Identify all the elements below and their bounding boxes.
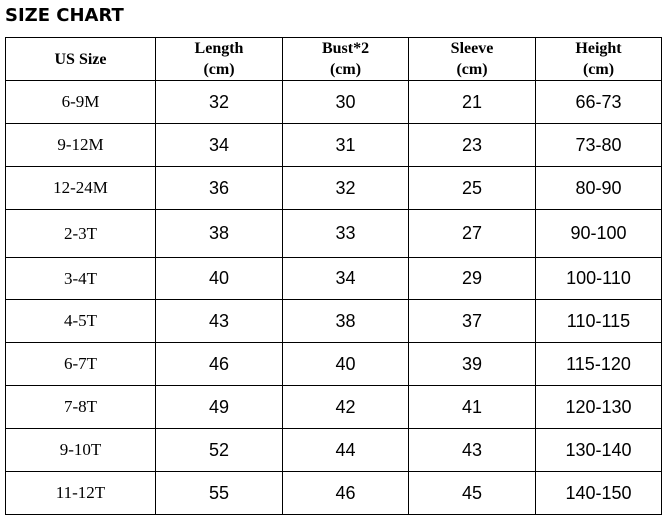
size-cell: 7-8T	[6, 386, 156, 429]
length-cell: 38	[156, 210, 283, 258]
bust-cell: 33	[283, 210, 409, 258]
sleeve-cell: 41	[409, 386, 536, 429]
table-row	[6, 429, 662, 472]
size-cell: 3-4T	[6, 258, 156, 300]
length-cell: 52	[156, 429, 283, 472]
header-unit: (cm)	[329, 61, 362, 78]
sleeve-cell: 21	[409, 81, 536, 124]
table-row	[6, 167, 662, 210]
bust-cell: 31	[283, 124, 409, 167]
page-title: SIZE CHART	[5, 5, 124, 26]
table-row	[6, 210, 662, 258]
height-cell: 80-90	[536, 167, 662, 210]
table-row	[6, 81, 662, 124]
sleeve-cell: 43	[409, 429, 536, 472]
header-label: Sleeve	[450, 40, 494, 57]
size-cell: 9-12M	[6, 124, 156, 167]
header-unit: (cm)	[582, 61, 615, 78]
table-row	[6, 258, 662, 300]
height-cell: 130-140	[536, 429, 662, 472]
bust-cell: 32	[283, 167, 409, 210]
height-cell: 115-120	[536, 343, 662, 386]
length-cell: 49	[156, 386, 283, 429]
height-cell: 110-115	[536, 300, 662, 343]
header-unit: (cm)	[456, 61, 488, 78]
table-row	[6, 300, 662, 343]
header-bust	[283, 38, 409, 81]
height-cell: 100-110	[536, 258, 662, 300]
header-unit: (cm)	[203, 61, 235, 78]
bust-cell: 42	[283, 386, 409, 429]
sleeve-cell: 37	[409, 300, 536, 343]
length-cell: 46	[156, 343, 283, 386]
size-cell: 6-9M	[6, 81, 156, 124]
header-us-size	[6, 38, 156, 81]
bust-cell: 38	[283, 300, 409, 343]
height-cell: 120-130	[536, 386, 662, 429]
sleeve-cell: 27	[409, 210, 536, 258]
table-row	[6, 472, 662, 515]
size-chart-table	[5, 37, 662, 515]
size-cell: 6-7T	[6, 343, 156, 386]
bust-cell: 44	[283, 429, 409, 472]
sleeve-cell: 45	[409, 472, 536, 515]
sleeve-cell: 39	[409, 343, 536, 386]
bust-cell: 46	[283, 472, 409, 515]
bust-cell: 40	[283, 343, 409, 386]
height-cell: 90-100	[536, 210, 662, 258]
height-cell: 73-80	[536, 124, 662, 167]
header-label: Length	[194, 40, 244, 57]
table-row	[6, 343, 662, 386]
size-cell: 12-24M	[6, 167, 156, 210]
header-row	[6, 38, 662, 81]
header-length	[156, 38, 283, 81]
header-label: Bust*2	[321, 40, 370, 57]
table-row	[6, 124, 662, 167]
size-cell: 2-3T	[6, 210, 156, 258]
height-cell: 66-73	[536, 81, 662, 124]
length-cell: 55	[156, 472, 283, 515]
bust-cell: 34	[283, 258, 409, 300]
header-label: US Size	[54, 50, 107, 68]
table-row	[6, 386, 662, 429]
sleeve-cell: 29	[409, 258, 536, 300]
sleeve-cell: 25	[409, 167, 536, 210]
length-cell: 36	[156, 167, 283, 210]
length-cell: 32	[156, 81, 283, 124]
header-height	[536, 38, 662, 81]
length-cell: 40	[156, 258, 283, 300]
length-cell: 43	[156, 300, 283, 343]
header-label: Height	[575, 40, 622, 57]
sleeve-cell: 23	[409, 124, 536, 167]
size-cell: 4-5T	[6, 300, 156, 343]
header-sleeve	[409, 38, 536, 81]
bust-cell: 30	[283, 81, 409, 124]
size-cell: 11-12T	[6, 472, 156, 515]
size-cell: 9-10T	[6, 429, 156, 472]
height-cell: 140-150	[536, 472, 662, 515]
length-cell: 34	[156, 124, 283, 167]
